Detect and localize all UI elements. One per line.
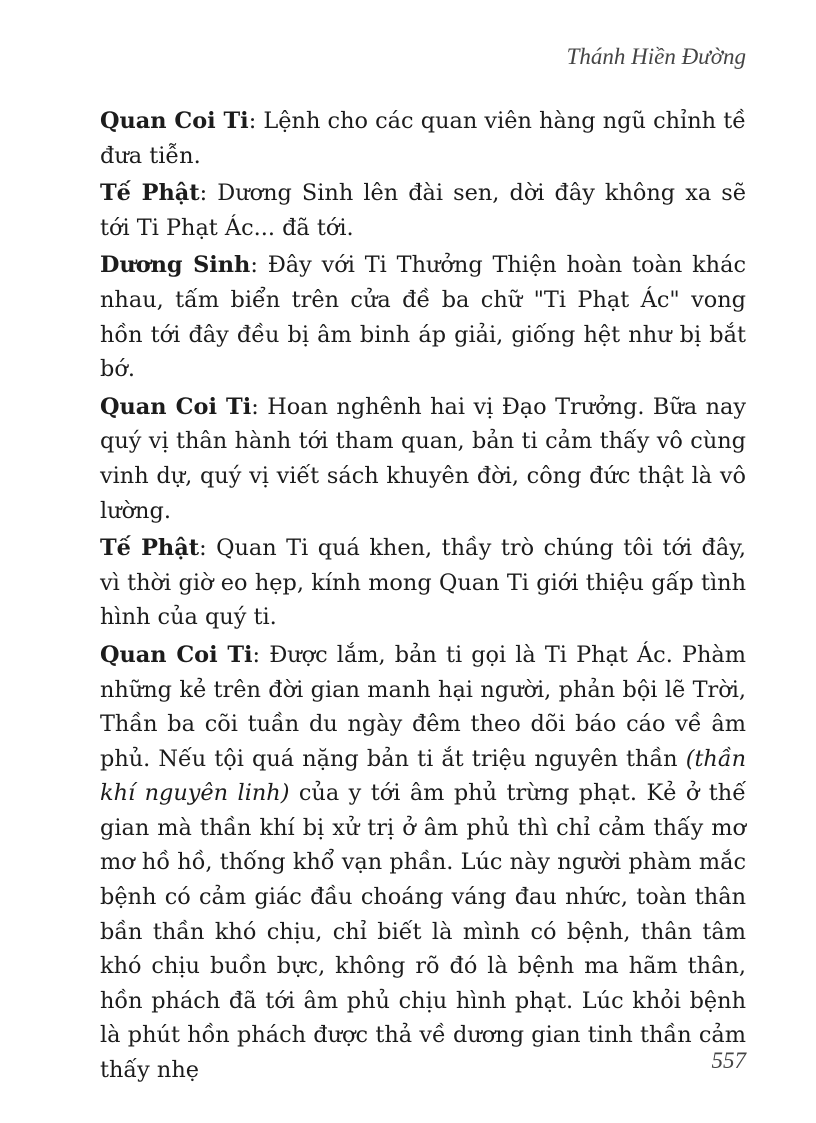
speaker-name: Quan Coi Ti <box>100 108 249 134</box>
dialogue-text: Quan Ti quá khen, thầy trò chúng tôi tới đây, vì thời giờ eo hẹp, kính mong Quan Ti giới thiệu gấp tình hình của quý ti. <box>100 535 746 631</box>
running-header: Thánh Hiền Đường <box>566 44 746 69</box>
dialogue-text: Dương Sinh lên đài sen, dời đây không xa sẽ tới Ti Phạt Ác... đã tới. <box>100 180 746 241</box>
speaker-name: Dương Sinh <box>100 252 251 279</box>
speaker-separator: : <box>248 108 264 134</box>
speaker-separator: : <box>250 252 268 279</box>
page-number: 557 <box>711 1048 746 1073</box>
dialogue-text: Hoan nghênh hai vị Đạo Trưởng. Bữa nay quý vị thân hành tới tham quan, bản ti cảm thấy vô cùng vinh dự, quý vị viết sách khuyên đời, công đức thật là vô lường. <box>100 393 746 524</box>
speaker-name: Quan Coi Ti <box>100 393 252 420</box>
page-body <box>100 104 746 1091</box>
dialogue-text: của y tới âm phủ trừng phạt. Kẻ ở thế gian mà thần khí bị xử trị ở âm phủ thì chỉ cảm thấy mơ mơ hồ hồ, thống khổ vạn phần. Lúc này người phàm mắc bệnh có cảm giác đầu choáng váng đau nhức, toàn thân bần thần khó chịu, chỉ biết là mình có bệnh, thân tâm khó chịu buồn bực, không rõ đó là bệnh ma hãm thân, hồn phách đã tới âm phủ chịu hình phạt. Lúc khỏi bệnh là phút hồn phách được thả về dương gian tinh thần cảm thấy nhẹ <box>100 780 746 1084</box>
speaker-name: Quan Coi Ti <box>100 641 253 668</box>
speaker-name: Tế Phật <box>100 535 200 562</box>
speaker-separator: : <box>199 180 218 207</box>
dialogue-paragraph <box>100 390 746 528</box>
dialogue-paragraph <box>100 638 746 1088</box>
dialogue-paragraph <box>100 248 746 386</box>
dialogue-paragraph <box>100 531 746 635</box>
speaker-separator: : <box>251 393 268 420</box>
dialogue-text: Được lắm, bản ti gọi là Ti Phạt Ác. Phàm những kẻ trên đời gian manh hại người, phản bội lẽ Trời, Thần ba cõi tuần du ngày đêm theo dõi báo cáo về âm phủ. Nếu tội quá nặng bản ti ắt triệu nguyên thần <box>100 641 746 772</box>
speaker-separator: : <box>199 535 217 562</box>
speaker-name: Tế Phật <box>100 180 200 207</box>
dialogue-paragraph <box>100 104 746 173</box>
speaker-separator: : <box>252 641 270 668</box>
dialogue-text: Đây với Ti Thưởng Thiện hoàn toàn khác nhau, tấm biển trên cửa đề ba chữ "Ti Phạt Ác" vong hồn tới đây đều bị âm binh áp giải, giống hệt như bị bắt bớ. <box>100 252 746 383</box>
dialogue-paragraph <box>100 176 746 245</box>
dialogue-text: Lệnh cho các quan viên hàng ngũ chỉnh tề đưa tiễn. <box>100 108 746 169</box>
dialogue-italic-note: (thần khí nguyên linh) <box>100 745 746 807</box>
